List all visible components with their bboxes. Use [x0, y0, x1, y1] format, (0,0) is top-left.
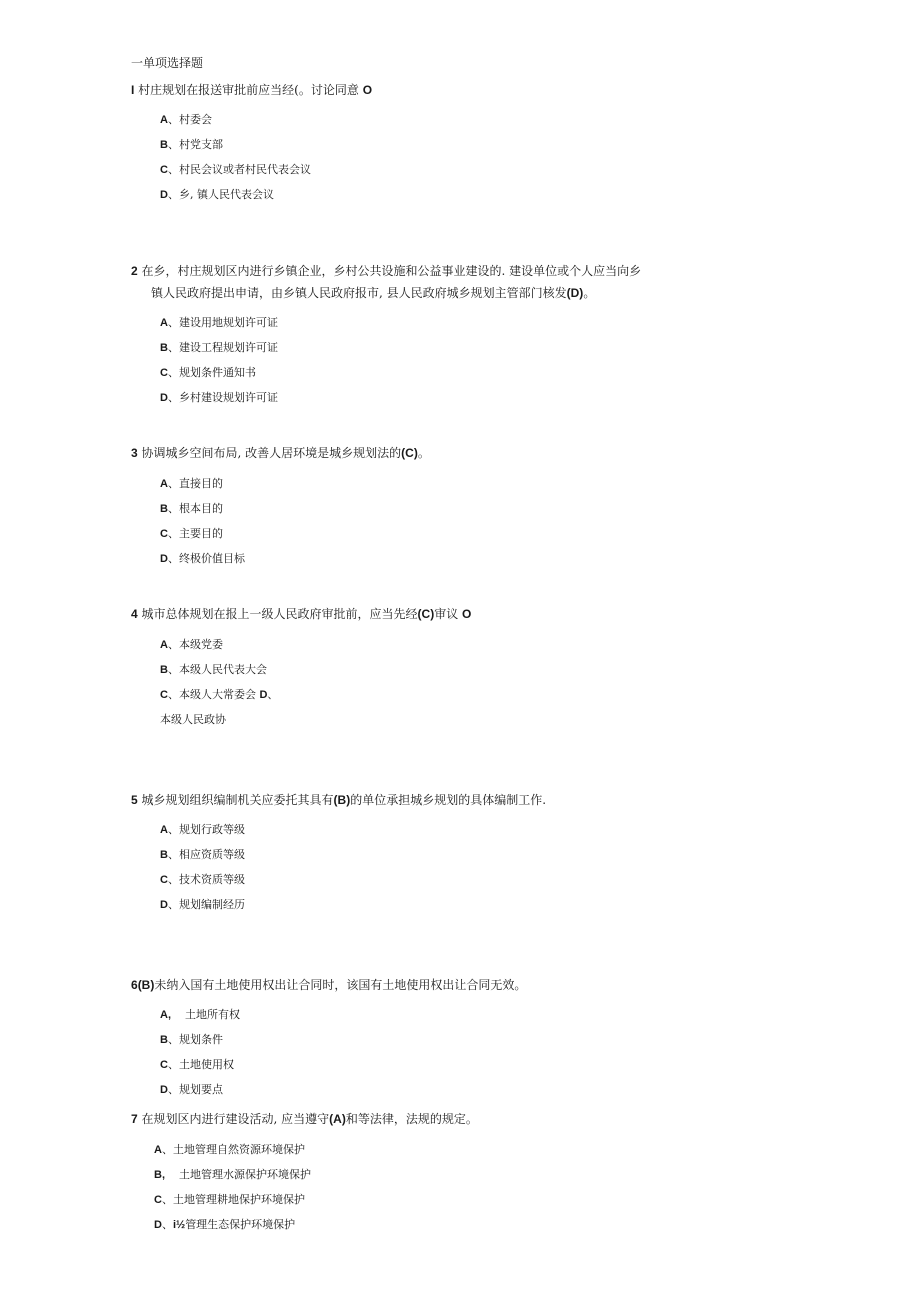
option-letter: C	[160, 689, 168, 701]
question-text: 村庄规划在报送审批前应当经(。讨论同意	[138, 83, 359, 97]
option-letter: A,	[160, 1009, 171, 1021]
option-d	[160, 897, 245, 913]
answer: (D)	[566, 286, 584, 300]
option-b	[160, 662, 267, 678]
option-letter: B	[160, 849, 168, 861]
option-b	[160, 847, 245, 863]
question-2	[131, 263, 641, 279]
question-number: 5	[131, 793, 138, 807]
option-letter: D	[160, 1084, 168, 1096]
question-6	[131, 977, 526, 993]
option-letter: A	[154, 1144, 162, 1156]
option-d-separator: 、	[267, 688, 279, 701]
question-text: 城市总体规划在报上一级人民政府审批前，应当先经	[141, 607, 418, 621]
option-letter: C	[160, 874, 168, 886]
option-d-letter: D	[259, 689, 268, 701]
question-text: 城乡规划组织编制机关应委托其具有	[141, 793, 334, 807]
option-c	[154, 1192, 305, 1208]
option-letter: D	[154, 1219, 162, 1231]
option-letter: D	[160, 189, 168, 201]
option-b	[160, 340, 278, 356]
option-letter: A	[160, 317, 168, 329]
option-letter: D	[160, 899, 168, 911]
option-text: 、直接目的	[167, 477, 223, 490]
option-a	[160, 822, 245, 838]
option-a	[160, 315, 278, 331]
option-letter: C	[154, 1194, 162, 1206]
question-text-tail: 审议	[434, 607, 459, 621]
option-text: 、规划要点	[167, 1083, 223, 1096]
question-text: 在乡，村庄规划区内进行乡镇企业，乡村公共设施和公益事业建设的. 建设单位或个人应当向乡	[141, 264, 642, 278]
question-text-tail: 的单位承担城乡规划的具体编制工作.	[350, 793, 547, 807]
option-text: 、建设工程规划许可证	[167, 341, 278, 354]
option-text: 、村党支部	[167, 138, 223, 151]
option-a	[154, 1142, 305, 1158]
option-text: 、规划编制经历	[167, 898, 245, 911]
option-text: 、村委会	[167, 113, 212, 126]
option-d	[160, 390, 278, 406]
answer: (B)	[137, 978, 155, 992]
option-text: 、乡村建设规划许可证	[167, 391, 278, 404]
option-letter: C	[160, 164, 168, 176]
option-c	[160, 162, 311, 178]
answer: (B)	[333, 793, 351, 807]
answer-mark: O	[462, 607, 472, 621]
option-c	[160, 1057, 234, 1073]
punctuation: 。	[583, 286, 596, 300]
option-letter: A	[160, 478, 168, 490]
question-4	[131, 606, 471, 622]
question-number: 2	[131, 264, 138, 278]
question-number: 7	[131, 1112, 138, 1126]
option-d	[160, 187, 274, 203]
option-text: 、乡, 镇人民代表会议	[167, 188, 274, 201]
answer: (A)	[329, 1112, 346, 1126]
option-text: 、土地使用权	[167, 1058, 234, 1071]
question-number: 4	[131, 607, 138, 621]
option-letter: A	[160, 639, 168, 651]
question-text: 镇人民政府提出申请，由乡镇人民政府报市, 县人民政府城乡规划主管部门核发	[151, 286, 567, 300]
question-number: 3	[131, 446, 138, 460]
option-text: 、技术资质等级	[167, 873, 245, 886]
option-separator: 、	[161, 1218, 173, 1231]
question-number: I	[131, 83, 135, 97]
question-5	[131, 792, 546, 808]
option-letter: C	[160, 528, 168, 540]
option-letter: D	[160, 392, 168, 404]
question-1	[131, 82, 372, 98]
option-letter: B	[160, 1034, 168, 1046]
option-d	[160, 1082, 223, 1098]
option-letter: D	[160, 553, 168, 565]
option-d	[154, 1217, 295, 1233]
option-text: 土地管理水源保护环境保护	[179, 1168, 311, 1181]
option-letter: B,	[154, 1169, 165, 1181]
option-b	[160, 1032, 223, 1048]
question-text: 协调城乡空间布局, 改善人居环境是城乡规划法的	[141, 446, 402, 460]
option-letter: A	[160, 114, 168, 126]
option-letter: A	[160, 824, 168, 836]
answer-mark: O	[362, 83, 373, 97]
question-2-line-2	[151, 285, 595, 301]
option-text: 、根本目的	[167, 502, 223, 515]
option-a	[160, 112, 212, 128]
option-garbled-glyph: i½	[172, 1219, 186, 1231]
option-letter: B	[160, 139, 168, 151]
option-text: 、相应资质等级	[167, 848, 245, 861]
option-b	[160, 501, 223, 517]
option-text: 、规划条件通知书	[167, 366, 256, 379]
option-text: 、本级党委	[167, 638, 223, 651]
option-b	[154, 1167, 311, 1183]
answer: (C)	[401, 446, 418, 460]
option-text: 管理生态保护环境保护	[185, 1218, 296, 1231]
answer: (C)	[417, 607, 435, 621]
option-letter: B	[160, 503, 168, 515]
option-text: 、土地管理自然资源环境保护	[161, 1143, 305, 1156]
option-letter: C	[160, 1059, 168, 1071]
option-text: 、建设用地规划许可证	[167, 316, 278, 329]
option-letter: C	[160, 367, 168, 379]
option-text: 、终极价值目标	[167, 552, 245, 565]
option-a	[160, 476, 223, 492]
section-title: 一单项选择题	[131, 56, 204, 70]
option-text: 、主要目的	[167, 527, 223, 540]
question-3	[131, 445, 430, 461]
option-c	[160, 687, 278, 703]
option-d	[160, 551, 245, 567]
question-text: 在规划区内进行建设活动, 应当遵守	[141, 1112, 330, 1126]
option-letter: B	[160, 664, 168, 676]
question-7	[131, 1111, 478, 1127]
option-letter: B	[160, 342, 168, 354]
option-c	[160, 526, 223, 542]
option-text: 、规划行政等级	[167, 823, 245, 836]
question-text: 未纳入国有土地使用权出让合同时，该国有土地使用权出让合同无效。	[154, 978, 527, 992]
option-b	[160, 137, 223, 153]
punctuation: 。	[417, 446, 430, 460]
option-d-text: 本级人民政协	[160, 713, 226, 726]
option-a	[160, 637, 223, 653]
option-text: 、村民会议或者村民代表会议	[167, 163, 311, 176]
question-number: 6	[131, 978, 138, 992]
option-c	[160, 365, 256, 381]
option-a	[160, 1007, 240, 1023]
option-text: 、本级人大常委会	[167, 688, 256, 701]
option-text: 、土地管理耕地保护环境保护	[161, 1193, 305, 1206]
option-text: 、规划条件	[167, 1033, 223, 1046]
question-text-tail: 和等法律，法规的规定。	[345, 1112, 478, 1126]
option-text: 、本级人民代表大会	[167, 663, 267, 676]
option-c	[160, 872, 245, 888]
option-text: 土地所有权	[185, 1008, 240, 1021]
